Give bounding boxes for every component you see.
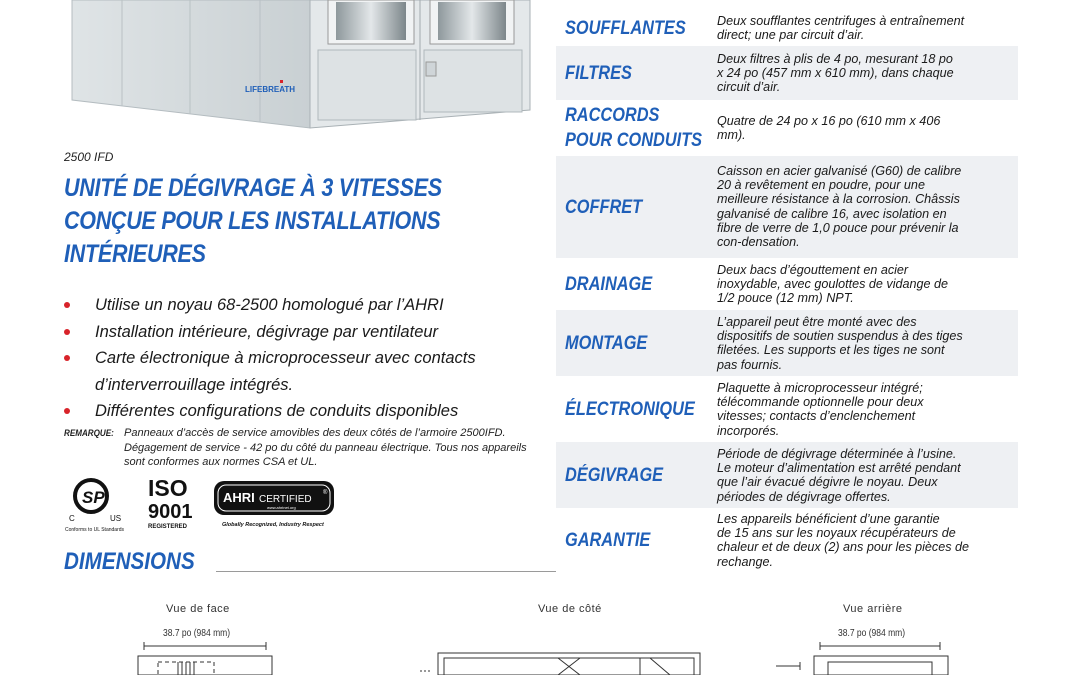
remark-text: Panneaux d’accès de service amovibles des deux côtés de l’armoire 2500IFD. Dégagement de service - 42 po du côté du panneau électrique. Tous nos appareils sont conformes aux normes CSA et UL. <box>124 427 527 468</box>
spec-label <box>565 463 663 488</box>
spec-description <box>717 447 1017 504</box>
spec-description-line: Deux filtres à plis de 4 po, mesurant 18 po <box>717 52 953 66</box>
svg-text:Conforms to UL Standards: Conforms to UL Standards <box>65 527 125 533</box>
spec-row <box>556 310 1018 376</box>
model-caption: 2500 IFD <box>64 150 114 164</box>
spec-description <box>717 14 1017 42</box>
svg-text:Globally Recognized, Industry: Globally Recognized, Industry Respect <box>222 522 324 528</box>
bullet-icon <box>64 329 70 335</box>
spec-row <box>556 442 1018 508</box>
feature-item: Installation intérieure, dégivrage par ventilateur <box>64 319 534 346</box>
spec-description-line: télécommande optionnelle pour deux <box>717 395 924 410</box>
spec-label-line: COFFRET <box>565 197 643 218</box>
spec-description-line: con-densation. <box>717 235 800 250</box>
dimensions-title: DIMENSIONS <box>64 548 195 575</box>
spec-description-line: Les appareils bénéficient d’une garantie <box>717 512 940 526</box>
spec-label <box>565 397 695 422</box>
headline-line-3: INTÉRIEURES <box>64 240 206 268</box>
spec-label-line: MONTAGE <box>565 333 648 354</box>
spec-description <box>717 263 1017 306</box>
spec-row <box>556 508 1018 572</box>
headline-line-1: UNITÉ DE DÉGIVRAGE À 3 VITESSES <box>64 174 442 202</box>
drawing-lines <box>60 596 1020 675</box>
spec-description-line: Caisson en acier galvanisé (G60) de calibre <box>717 164 962 178</box>
spec-description-line: Période de dégivrage déterminée à l’usine. <box>717 447 957 461</box>
bullet-icon <box>64 408 70 414</box>
product-photo <box>60 0 540 148</box>
spec-label-line: DÉGIVRAGE <box>565 465 664 486</box>
spec-description-line: L’appareil peut être monté avec des <box>717 315 917 329</box>
spec-label-line: SOUFFLANTES <box>565 18 686 39</box>
spec-row <box>556 100 1018 156</box>
ahri-certified-logo <box>214 481 334 528</box>
dimension-drawings <box>60 596 1020 675</box>
spec-description-line: Quatre de 24 po x 16 po (610 mm x 406 <box>717 114 941 128</box>
spec-description-line: chaleur et de deux (2) ans pour les pièces de <box>717 540 970 555</box>
spec-description-line: mm). <box>717 128 746 143</box>
svg-text:®: ® <box>323 490 328 496</box>
spec-description <box>717 114 1017 142</box>
spec-row <box>556 46 1018 100</box>
spec-description-line: galvanisé de calibre 16, avec isolation en <box>717 206 947 221</box>
svg-text:US: US <box>110 514 122 523</box>
spec-row <box>556 156 1018 258</box>
feature-item: Différentes configurations de conduits disponibles <box>64 398 534 425</box>
spec-description-line: vitesses; contacts d’enclenchement <box>717 409 916 424</box>
side-view-label: Vue de côté <box>538 603 602 615</box>
spec-description <box>717 512 1017 569</box>
unit-brand-text: LIFEBREATH <box>245 85 296 94</box>
rear-view-label: Vue arrière <box>843 603 903 615</box>
spec-label-line: RACCORDS <box>565 105 660 126</box>
spec-description-line: de 15 ans sur les noyaux récupérateurs de <box>717 526 956 541</box>
spec-description-line: pas fournis. <box>717 357 783 372</box>
certification-logos <box>64 472 344 534</box>
headline <box>64 172 534 271</box>
spec-label-line: ÉLECTRONIQUE <box>565 399 695 420</box>
svg-text:9001: 9001 <box>148 501 193 523</box>
bullet-icon <box>64 355 70 361</box>
feature-item: Utilise un noyau 68-2500 homologué par l’AHRI <box>64 292 534 319</box>
spec-row <box>556 10 1018 46</box>
front-view-label: Vue de face <box>166 603 230 615</box>
svg-text:REGISTERED: REGISTERED <box>148 524 188 530</box>
spec-description-line: inoxydable, avec goulottes de vidange de <box>717 277 949 292</box>
spec-description-line: x 24 po (457 mm x 610 mm), dans chaque <box>717 66 954 81</box>
spec-description-line: Plaquette à microprocesseur intégré; <box>717 381 923 395</box>
spec-label-line: FILTRES <box>565 63 632 84</box>
spec-description-line: circuit d’air. <box>717 80 781 95</box>
feature-item: Carte électronique à microprocesseur avec contacts d’interverrouillage intégrés. <box>64 345 534 398</box>
spec-row-top-partial <box>556 0 1018 8</box>
spec-label <box>565 103 702 153</box>
spec-label <box>565 61 632 86</box>
spec-description-line: incorporés. <box>717 423 780 438</box>
spec-description <box>717 164 1017 249</box>
spec-label <box>565 16 686 41</box>
spec-description-line: filetées. Les supports et les tiges ne sont <box>717 343 945 358</box>
spec-description-line: Le moteur d’alimentation est arrêté pendant <box>717 461 961 476</box>
spec-description-line: périodes de dégivrage offertes. <box>717 489 891 504</box>
bullet-icon <box>64 302 70 308</box>
spec-description-line: fibre de verre de 1,0 pouce pour prévenir la <box>717 220 959 235</box>
svg-text:C: C <box>69 514 75 523</box>
spec-label-line: POUR CONDUITS <box>565 130 703 151</box>
spec-description-line: que l’air évacué dégivre le noyau. Deux <box>717 475 938 490</box>
spec-description <box>717 52 1017 95</box>
iso-9001-logo <box>148 475 193 530</box>
spec-description-line: meilleure résistance à la corrosion. Châssis <box>717 192 960 207</box>
spec-label-line: GARANTIE <box>565 530 651 551</box>
svg-text:AHRI: AHRI <box>223 490 255 505</box>
remark-note <box>64 426 534 468</box>
feature-list <box>64 292 534 425</box>
spec-description <box>717 381 1017 438</box>
svg-text:CERTIFIED: CERTIFIED <box>259 494 312 505</box>
spec-label <box>565 528 650 553</box>
front-width-dimension: 38.7 po (984 mm) <box>163 628 231 639</box>
spec-description-line: direct; une par circuit d’air. <box>717 28 865 43</box>
spec-row <box>556 258 1018 310</box>
spec-label <box>565 331 647 356</box>
spec-description-line: dispositifs de soutien suspendus à des tiges <box>717 329 963 344</box>
csa-logo <box>65 480 125 533</box>
spec-description <box>717 315 1017 372</box>
rear-width-dimension: 38.7 po (984 mm) <box>838 628 906 639</box>
remark-label: REMARQUE: <box>64 428 114 439</box>
spec-label-line: DRAINAGE <box>565 274 653 295</box>
svg-text:www.ahrinet.org: www.ahrinet.org <box>267 505 296 510</box>
spec-description-line: Deux soufflantes centrifuges à entraînement <box>717 14 965 28</box>
svg-text:ISO: ISO <box>148 475 188 501</box>
spec-description-line: 1/2 pouce (12 mm) NPT. <box>717 291 854 306</box>
spec-label <box>565 272 652 297</box>
spec-description-line: rechange. <box>717 554 774 569</box>
headline-line-2: CONÇUE POUR LES INSTALLATIONS <box>64 207 441 235</box>
svg-text:SP: SP <box>82 488 105 507</box>
spec-row <box>556 376 1018 442</box>
spec-description-line: Deux bacs d’égouttement en acier <box>717 263 909 277</box>
spec-description-line: 20 à revêtement en poudre, pour une <box>717 178 925 193</box>
spec-label <box>565 195 642 220</box>
